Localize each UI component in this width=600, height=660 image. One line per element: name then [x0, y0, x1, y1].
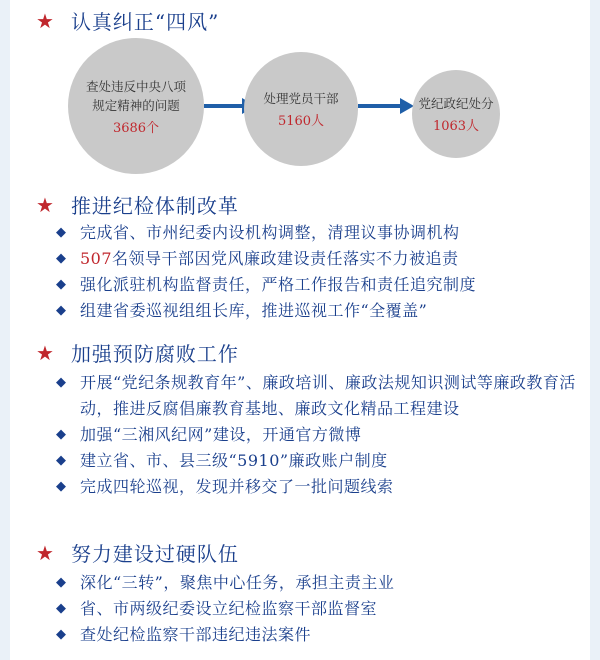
diamond-bullet-icon: ◆ [56, 627, 67, 642]
stat-count: 5160人 [277, 114, 325, 129]
diamond-bullet-icon: ◆ [56, 601, 67, 616]
list-item [56, 220, 576, 246]
list-item [56, 448, 576, 474]
stat-circle-punishments [412, 70, 500, 158]
list-item-text: 完成省、市州纪委内设机构调整，清理议事协调机构 [80, 223, 460, 242]
list-item-text: 建立省、市、县三级“5910”廉政账户制度 [80, 451, 388, 470]
section-heading-reform [36, 190, 239, 219]
stat-count: 3686个 [112, 120, 160, 136]
list-item-text-rest: 名领导干部因党风廉政建设责任落实不力被追责 [112, 249, 459, 268]
stat-label: 处理党员干部 [263, 91, 339, 106]
star-icon: ★ [36, 540, 55, 565]
list-item [56, 272, 576, 298]
reform-list [56, 220, 576, 324]
list-item-text: 组建省委巡视组组长库，推进巡视工作“全覆盖” [80, 301, 428, 320]
list-item-text: 省、市两级纪委设立纪检监察干部监督室 [80, 599, 378, 618]
list-item [56, 246, 576, 272]
list-item-text: 深化“三转”，聚焦中心任务，承担主责主业 [80, 573, 395, 592]
diamond-bullet-icon: ◆ [56, 453, 67, 468]
stat-circle-violations [68, 38, 204, 174]
list-item [56, 596, 576, 622]
list-item [56, 298, 576, 324]
stat-label-line2: 规定精神的问题 [92, 97, 180, 113]
list-item [56, 570, 576, 596]
stat-label: 党纪政纪处分 [418, 96, 494, 111]
section-heading-prevention [36, 338, 239, 367]
section-title: 推进纪检体制改革 [70, 194, 239, 218]
left-border [0, 0, 10, 660]
list-item [56, 370, 576, 422]
diamond-bullet-icon: ◆ [56, 479, 67, 494]
star-icon: ★ [36, 340, 55, 365]
list-item-text: 强化派驻机构监督责任，严格工作报告和责任追究制度 [80, 275, 477, 294]
star-icon: ★ [36, 8, 55, 33]
stat-count: 1063人 [432, 119, 480, 134]
section-heading-team [36, 538, 239, 567]
section-title: 努力建设过硬队伍 [70, 542, 239, 566]
diamond-bullet-icon: ◆ [56, 575, 67, 590]
list-item [56, 474, 576, 500]
diamond-bullet-icon: ◆ [56, 225, 67, 240]
stat-circle-officials [244, 52, 358, 166]
list-item-text: 加强“三湘风纪网”建设，开通官方微博 [80, 425, 362, 444]
diamond-bullet-icon: ◆ [56, 375, 67, 390]
list-item [56, 622, 576, 648]
diamond-bullet-icon: ◆ [56, 277, 67, 292]
section-title: 加强预防腐败工作 [70, 342, 239, 366]
section-heading-four-styles [36, 6, 219, 35]
list-item-text: 完成四轮巡视，发现并移交了一批问题线索 [80, 477, 394, 496]
highlight-number: 507 [80, 249, 113, 268]
section-title: 认真纠正“四风” [70, 10, 220, 34]
right-arrow-icon [358, 96, 414, 116]
right-border [590, 0, 600, 660]
stat-label-line1: 查处违反中央八项 [85, 78, 186, 94]
diamond-bullet-icon: ◆ [56, 251, 67, 266]
prevention-list [56, 370, 576, 500]
diamond-bullet-icon: ◆ [56, 427, 67, 442]
list-item [56, 422, 576, 448]
team-list [56, 570, 576, 648]
star-icon: ★ [36, 192, 55, 217]
diamond-bullet-icon: ◆ [56, 303, 67, 318]
list-item-text: 查处纪检监察干部违纪违法案件 [80, 625, 312, 644]
list-item-text: 开展“党纪条规教育年”、廉政培训、廉政法规知识测试等廉政教育活动，推进反腐倡廉教育基地、廉政文化精品工程建设 [80, 373, 576, 418]
list-item-text [80, 246, 576, 272]
